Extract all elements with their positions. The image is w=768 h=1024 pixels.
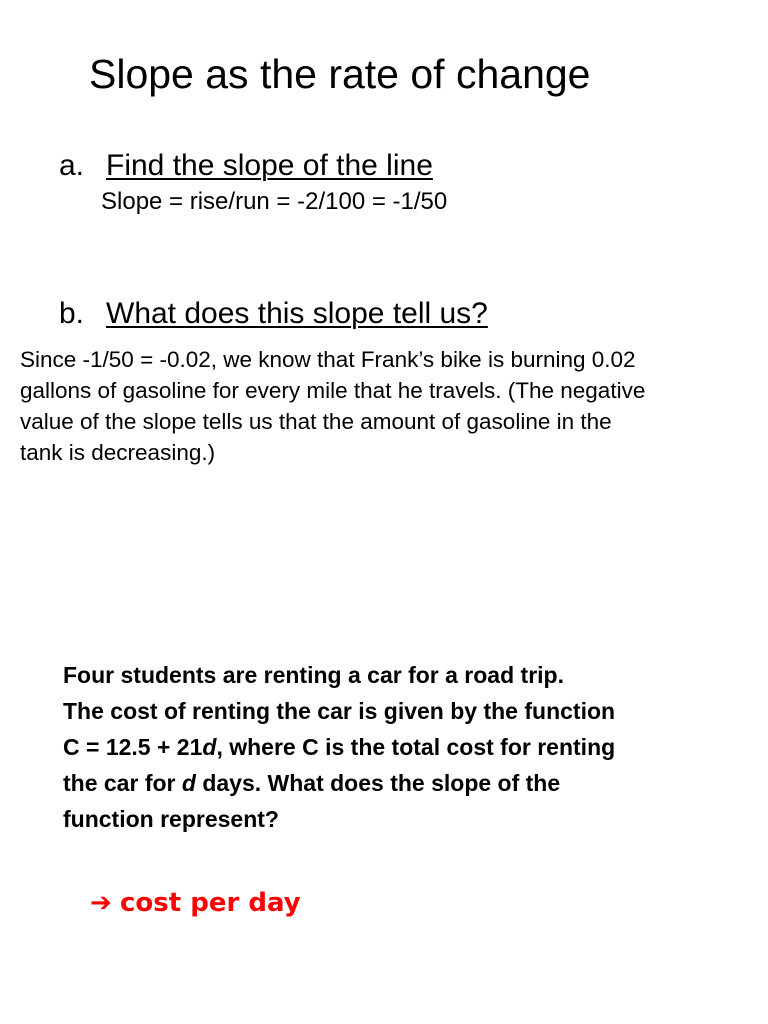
explanation-line-2: gallons of gasoline for every mile that he travels. (The negative bbox=[20, 378, 646, 403]
slope-explanation bbox=[20, 344, 760, 468]
part-a-heading-text: Find the slope of the line bbox=[106, 149, 433, 182]
explanation-line-1: Since -1/50 = -0.02, we know that Frank’s bike is burning 0.02 bbox=[20, 347, 636, 372]
problem-line-4 bbox=[63, 765, 723, 801]
days-variable: d bbox=[181, 770, 196, 796]
arrow-right-icon: ➔ bbox=[90, 888, 112, 918]
problem-line-2: The cost of renting the car is given by the function bbox=[63, 698, 616, 724]
part-a-letter: a. bbox=[59, 149, 85, 182]
answer bbox=[90, 885, 301, 921]
part-a-heading bbox=[59, 148, 433, 184]
explanation-line-3: value of the slope tells us that the amount of gasoline in the bbox=[20, 409, 612, 434]
answer-text: cost per day bbox=[120, 888, 301, 918]
part-b-heading-text: What does this slope tell us? bbox=[106, 297, 488, 330]
slide-title: Slope as the rate of change bbox=[89, 51, 591, 97]
explanation-line-4: tank is decreasing.) bbox=[20, 440, 216, 465]
cost-function-lhs: C = 12.5 + 21 bbox=[63, 734, 203, 760]
days-variable: d bbox=[202, 734, 217, 760]
slope-formula: Slope = rise/run = -2/100 = -1/50 bbox=[101, 188, 448, 215]
problem-line-1: Four students are renting a car for a road trip. bbox=[63, 662, 564, 688]
problem-line-5: function represent? bbox=[63, 806, 279, 832]
part-b-heading bbox=[59, 296, 488, 332]
part-b-letter: b. bbox=[59, 297, 85, 330]
problem-line-3-rest: , where C is the total cost for renting bbox=[216, 734, 616, 760]
word-problem bbox=[63, 657, 723, 837]
problem-line-4-rest: days. What does the slope of the bbox=[195, 770, 561, 796]
problem-line-4-start: the car for bbox=[63, 770, 182, 796]
problem-line-3 bbox=[63, 729, 723, 765]
